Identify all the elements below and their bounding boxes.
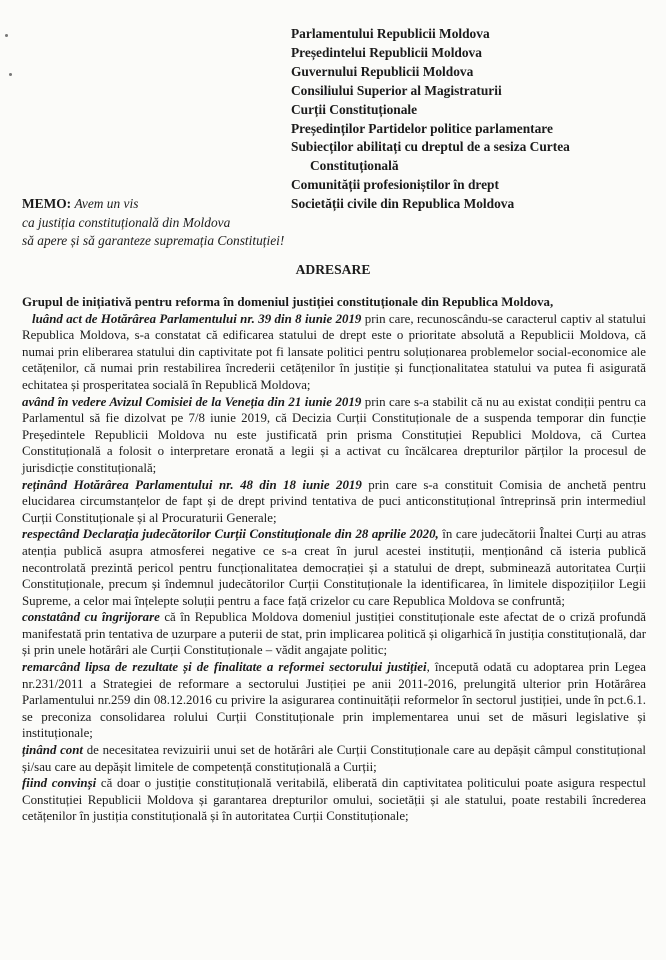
paragraph xyxy=(22,294,646,394)
scan-speck xyxy=(5,34,8,37)
recipient-line: Guvernului Republicii Moldova xyxy=(291,63,474,79)
paragraph-text: , începută odată cu adoptarea prin Legea nr.231/2011 a Strategiei de reformare a sectorului Justiției pe anii 2011-2016, prelungită ulterior prin Hotărârea Parlamentului nr.259 din 08.12.2016 cu privire la asigurarea continuității reformelor în sectorul justiției, unde în pct.6.1. se preconiza consolidarea rolului Curții Constituționale prin implementarea unui set de măsuri legislative și instituționale; xyxy=(22,660,646,741)
recipient-line: Președintelui Republicii Moldova xyxy=(291,44,482,60)
memo-text: Avem un vis xyxy=(74,196,139,211)
paragraph-highlight: având în vedere Avizul Comisiei de la Veneția din 21 iunie 2019 xyxy=(22,394,362,409)
recipient-line: Președinților Partidelor politice parlamentare xyxy=(291,120,553,136)
paragraph-text: prin care s-a stabilit că nu au existat condiții pentru ca Parlamentul să fie dizolvat pe 7/8 iunie 2019, că Decizia Curții Constituționale de a suspenda temporar din funcție Președintele Republicii Moldova nu este justificată prin prisma Constituției Republici Moldova, că Curtea Constituțională a folosit o interpretare eronată a legii și a activat cu încălcarea drepturilor părților la procesul de jurisdicție constituțională; xyxy=(22,394,646,475)
paragraph-highlight: reținând Hotărârea Parlamentului nr. 48 din 18 iunie 2019 xyxy=(22,477,362,492)
recipient-line: Comunității profesioniștilor în drept xyxy=(291,177,499,193)
paragraph-text: prin care s-a constituit Comisia de anchetă pentru elucidarea circumstanțelor de fapt și de drept privind tentativa de puci anticonstituțional întreprinsă prin intermediul Curții Constituționale și al Procuraturii Generale; xyxy=(22,477,646,525)
recipient-line: Consiliului Superior al Magistraturii xyxy=(291,82,502,98)
paragraph xyxy=(22,477,646,527)
paragraph xyxy=(22,775,646,825)
paragraph xyxy=(22,659,646,742)
scan-speck xyxy=(9,73,12,76)
paragraph-text: în care judecătorii Înaltei Curți au atras atenția publică asupra atmosferei negative ce s-a creat în jurul acestei instituții, menționând că isteria publică necontrolată prezintă pericol pentru funcționalitatea democrației și a statului de drept, subminează autoritatea Curții Constituționale, precum și îndemnul judecătorilor Curții Constituționale la identificarea, în limitele dispozițiilor Legii Supreme, a celor mai înțelepte soluții pentru a face față crizelor cu care Republica Moldova se confruntă; xyxy=(22,527,647,608)
memo-label: MEMO: xyxy=(22,196,72,211)
memo-text: ca justiția constituțională din Moldova xyxy=(22,214,231,230)
recipients-block xyxy=(291,25,570,214)
paragraph xyxy=(22,526,646,609)
paragraph-highlight: luând act de Hotărârea Parlamentului nr. 39 din 8 iunie 2019 xyxy=(32,311,362,326)
recipient-line: Constituțională xyxy=(310,158,399,174)
document-title: ADRESARE xyxy=(295,262,371,277)
memo-text: să apere și să garanteze supremația Constituției! xyxy=(22,233,285,249)
paragraph-text: că doar o justiție constituțională veritabilă, eliberată din captivitatea politicului poate asigura respectul Constituției Republicii Moldova și garantarea drepturilor omului, societății și ale statului, poate restabili încrederea cetățenilor în justiția constituțională și în autoritatea Curții Constituționale; xyxy=(22,776,646,824)
paragraph-highlight: remarcând lipsa de rezultate și de finalitate a reformei sectorului justiției xyxy=(22,660,427,675)
paragraph-highlight: respectând Declarația judecătorilor Curții Constituționale din 28 aprilie 2020, xyxy=(22,527,439,542)
paragraph-lead: Grupul de inițiativă pentru reforma în domeniul justiției constituționale din Republica Moldova, xyxy=(22,295,554,309)
paragraph-highlight: fiind convinși xyxy=(22,776,97,791)
recipient-line: Subiecților abilitați cu dreptul de a sesiza Curtea xyxy=(291,139,570,155)
paragraph-text: prin care, recunoscându-se caracterul captiv al statului Republica Moldova, s-a constatat că edificarea statului de drept este o prioritate absolută a Republicii Moldova, că numai prin eliberarea statului din captivitate pot fi lansate politici pentru soluționarea problemelor social-economice ale cetățenilor, că numai prin restabilirea încrederii cetățenilor în justiție și funcționalitatea statului va putea fi asigurată echitatea și prosperitatea socială în Republică Moldova; xyxy=(22,311,646,392)
recipient-line: Curții Constituționale xyxy=(291,101,418,117)
recipient-line: Parlamentului Republicii Moldova xyxy=(291,26,490,41)
document-body xyxy=(22,294,646,825)
recipient-line: Societății civile din Republica Moldova xyxy=(291,196,515,212)
memo-block xyxy=(22,195,284,251)
paragraph xyxy=(22,742,646,775)
paragraph-highlight: constatând cu îngrijorare xyxy=(22,610,160,625)
paragraph xyxy=(22,394,646,477)
paragraph-text: că în Republica Moldova domeniul justiției constituționale este afectat de o criză profundă manifestată prin tentativa de uzurpare a puterii de stat, prin implicarea politică și oligarhică în justiția constituțională, dar și prin unele hotărâri ale Curții Constituționale – vădit angajate politic; xyxy=(22,610,646,658)
paragraph-text: de necesitatea revizuirii unui set de hotărâri ale Curții Constituționale care au depășit câmpul constituțional și/sau care au depășit limitele de competență constituțională a Curții; xyxy=(22,743,646,774)
memo-line xyxy=(22,195,284,214)
paragraph-highlight: ținând cont xyxy=(22,743,84,758)
paragraph xyxy=(22,609,646,659)
